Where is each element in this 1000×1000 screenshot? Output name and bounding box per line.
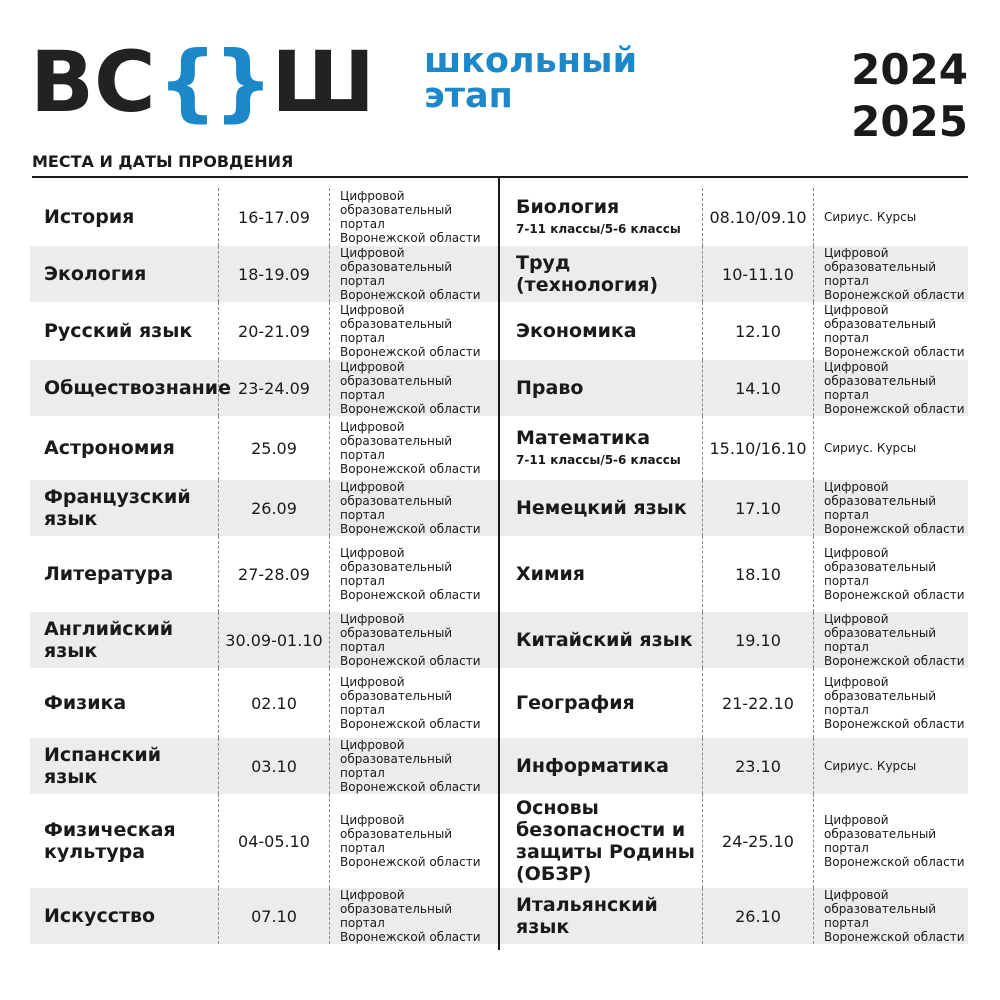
place-text: Цифровой образовательный портал Воронежской области — [340, 813, 481, 869]
subject-name: Французский язык — [44, 486, 191, 530]
place-cell — [814, 360, 968, 416]
schedule-left-column — [30, 188, 498, 944]
subject-name: Астрономия — [44, 437, 175, 459]
place-cell — [814, 536, 968, 612]
date-cell: 12.10 — [702, 302, 814, 360]
schedule-right-column — [500, 188, 968, 944]
place-cell — [814, 246, 968, 302]
date-cell: 25.09 — [218, 416, 330, 480]
date-cell: 26.10 — [702, 888, 814, 944]
subject-cell — [500, 302, 702, 360]
place-text: Цифровой образовательный портал Воронежской области — [340, 246, 481, 302]
table-row — [30, 360, 498, 416]
place-text: Цифровой образовательный портал Воронежской области — [340, 189, 481, 245]
place-cell — [330, 360, 498, 416]
subject-cell — [30, 794, 218, 888]
subject-name: Труд (технология) — [516, 252, 659, 296]
subject-cell — [500, 188, 702, 246]
table-row — [500, 794, 968, 888]
table-row — [30, 738, 498, 794]
academic-years — [851, 44, 968, 148]
place-cell — [330, 794, 498, 888]
date-cell: 15.10/16.10 — [702, 416, 814, 480]
subject-name: Основы безопасности и защиты Родины (ОБЗР) — [516, 797, 695, 885]
stage-subtitle — [424, 41, 638, 116]
subject-name: География — [516, 692, 635, 714]
subject-name: Информатика — [516, 755, 669, 777]
subject-cell — [30, 302, 218, 360]
subject-name: Биология — [516, 196, 620, 218]
subject-name: Немецкий язык — [516, 497, 687, 519]
logo-letters-vs: ВС — [30, 33, 156, 131]
table-row — [30, 188, 498, 246]
table-row — [30, 246, 498, 302]
place-text: Цифровой образовательный портал Воронежской области — [824, 246, 965, 302]
place-text: Цифровой образовательный портал Воронежской области — [824, 546, 965, 602]
subject-cell — [500, 536, 702, 612]
subtitle-line-1: школьный — [424, 41, 638, 81]
place-cell — [330, 612, 498, 668]
table-row — [500, 416, 968, 480]
subject-name: Экономика — [516, 320, 637, 342]
date-cell: 03.10 — [218, 738, 330, 794]
date-cell: 23-24.09 — [218, 360, 330, 416]
table-row — [500, 738, 968, 794]
place-text: Цифровой образовательный портал Воронежской области — [824, 675, 965, 731]
subject-cell — [500, 416, 702, 480]
place-cell — [330, 888, 498, 944]
subject-name: Китайский язык — [516, 629, 693, 651]
subject-cell — [30, 536, 218, 612]
subject-cell — [30, 668, 218, 738]
place-cell — [814, 668, 968, 738]
subject-name: Экология — [44, 263, 147, 285]
table-row — [500, 668, 968, 738]
subject-cell — [500, 360, 702, 416]
subtitle-line-2: этап — [424, 76, 513, 116]
place-cell — [330, 668, 498, 738]
date-cell: 04-05.10 — [218, 794, 330, 888]
place-text: Цифровой образовательный портал Воронежской области — [824, 303, 965, 359]
place-cell — [330, 302, 498, 360]
subject-cell — [30, 738, 218, 794]
date-cell: 19.10 — [702, 612, 814, 668]
place-cell — [814, 302, 968, 360]
table-row — [500, 246, 968, 302]
date-cell: 30.09-01.10 — [218, 612, 330, 668]
date-cell: 14.10 — [702, 360, 814, 416]
place-text: Цифровой образовательный портал Воронежской области — [340, 675, 481, 731]
place-text: Цифровой образовательный портал Воронежской области — [824, 360, 965, 416]
subject-cell — [500, 668, 702, 738]
table-row — [30, 302, 498, 360]
table-row — [500, 612, 968, 668]
place-text: Цифровой образовательный портал Воронежской области — [340, 360, 481, 416]
place-cell — [814, 888, 968, 944]
place-text: Цифровой образовательный портал Воронежской области — [340, 888, 481, 944]
subject-name: Физическая культура — [44, 819, 176, 863]
subject-cell — [30, 360, 231, 416]
date-cell: 07.10 — [218, 888, 330, 944]
place-text: Цифровой образовательный портал Воронежской области — [340, 303, 481, 359]
year-end: 2025 — [851, 97, 968, 146]
place-cell — [814, 416, 968, 480]
table-row — [30, 536, 498, 612]
place-cell — [814, 612, 968, 668]
subject-name: Физика — [44, 692, 127, 714]
table-row — [30, 888, 498, 944]
place-cell — [330, 480, 498, 536]
place-text: Цифровой образовательный портал Воронежской области — [340, 612, 481, 668]
date-cell: 10-11.10 — [702, 246, 814, 302]
place-text: Сириус. Курсы — [824, 759, 917, 773]
place-cell — [814, 794, 968, 888]
date-cell: 23.10 — [702, 738, 814, 794]
place-cell — [330, 188, 498, 246]
subject-cell — [30, 188, 218, 246]
place-text: Сириус. Курсы — [824, 210, 917, 224]
subject-name: Литература — [44, 563, 174, 585]
year-start: 2024 — [851, 45, 968, 94]
table-row — [30, 612, 498, 668]
place-cell — [814, 738, 968, 794]
subject-cell — [500, 480, 702, 536]
place-text: Цифровой образовательный портал Воронежской области — [824, 612, 965, 668]
subject-name: Итальянский язык — [516, 894, 658, 938]
date-cell: 21-22.10 — [702, 668, 814, 738]
table-row — [30, 668, 498, 738]
place-cell — [330, 416, 498, 480]
subject-cell — [30, 612, 218, 668]
subject-cell — [30, 888, 218, 944]
place-text: Цифровой образовательный портал Воронежской области — [824, 813, 965, 869]
subject-name: История — [44, 206, 135, 228]
subject-grades: 7-11 классы/5-6 классы — [516, 222, 681, 236]
place-text: Цифровой образовательный портал Воронежской области — [340, 480, 481, 536]
subject-cell — [500, 888, 702, 944]
table-row — [500, 888, 968, 944]
place-cell — [814, 480, 968, 536]
logo-braces: {} — [157, 33, 270, 131]
subject-name: Обществознание — [44, 377, 231, 399]
subject-name: Испанский язык — [44, 744, 162, 788]
subject-cell — [500, 246, 702, 302]
date-cell: 02.10 — [218, 668, 330, 738]
date-cell: 24-25.10 — [702, 794, 814, 888]
table-row — [500, 188, 968, 246]
table-row — [500, 536, 968, 612]
subject-cell — [500, 738, 702, 794]
subject-name: Английский язык — [44, 618, 174, 662]
subject-name: Право — [516, 377, 584, 399]
table-row — [30, 416, 498, 480]
subject-name: Химия — [516, 563, 586, 585]
date-cell: 17.10 — [702, 480, 814, 536]
place-text: Сириус. Курсы — [824, 441, 917, 455]
date-cell: 18-19.09 — [218, 246, 330, 302]
table-row — [500, 480, 968, 536]
logo-letter-sh: Ш — [271, 33, 376, 131]
date-cell: 18.10 — [702, 536, 814, 612]
table-row — [500, 302, 968, 360]
place-text: Цифровой образовательный портал Воронежской области — [824, 888, 965, 944]
place-cell — [814, 188, 968, 246]
place-text: Цифровой образовательный портал Воронежской области — [340, 738, 481, 794]
subject-name: Искусство — [44, 905, 156, 927]
date-cell: 27-28.09 — [218, 536, 330, 612]
place-cell — [330, 536, 498, 612]
header-divider — [32, 176, 968, 178]
subject-grades: 7-11 классы/5-6 классы — [516, 453, 681, 467]
place-text: Цифровой образовательный портал Воронежской области — [340, 546, 481, 602]
date-cell: 08.10/09.10 — [702, 188, 814, 246]
date-cell: 26.09 — [218, 480, 330, 536]
subject-name: Математика — [516, 427, 651, 449]
place-text: Цифровой образовательный портал Воронежской области — [824, 480, 965, 536]
subject-cell — [500, 794, 702, 888]
section-title: МЕСТА И ДАТЫ ПРОВДЕНИЯ — [32, 152, 294, 171]
vsosh-logo — [30, 33, 376, 131]
subject-name: Русский язык — [44, 320, 193, 342]
place-cell — [330, 738, 498, 794]
subject-cell — [30, 416, 218, 480]
place-cell — [330, 246, 498, 302]
place-text: Цифровой образовательный портал Воронежской области — [340, 420, 481, 476]
date-cell: 20-21.09 — [218, 302, 330, 360]
subject-cell — [30, 246, 218, 302]
table-row — [500, 360, 968, 416]
table-row — [30, 794, 498, 888]
date-cell: 16-17.09 — [218, 188, 330, 246]
subject-cell — [500, 612, 702, 668]
table-row — [30, 480, 498, 536]
subject-cell — [30, 480, 218, 536]
